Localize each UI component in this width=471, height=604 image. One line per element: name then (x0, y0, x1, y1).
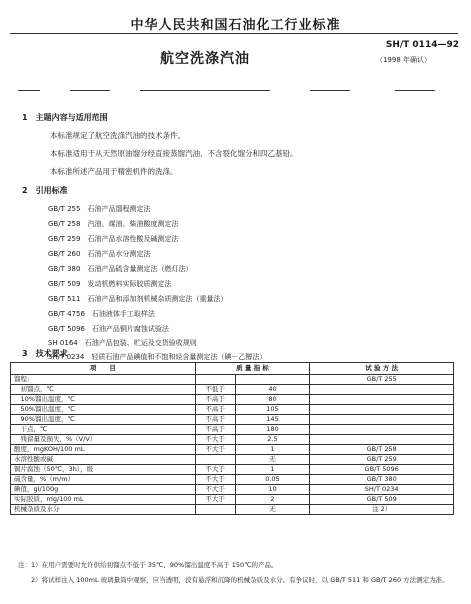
table-row (11, 405, 454, 415)
table-row (11, 415, 454, 425)
value-cell: 1 (235, 465, 310, 475)
condition-cell (195, 375, 235, 385)
method-cell: GB/T 259 (310, 455, 454, 465)
table-row (11, 475, 454, 485)
method-cell: GB/T 380 (310, 475, 454, 485)
reference-item: GB/T 5096 石油产品铜片腐蚀试验法 (48, 325, 169, 333)
value-cell: 180 (235, 425, 310, 435)
item-cell: 铜片腐蚀（50℃，3h），级 (11, 465, 196, 475)
method-cell (310, 405, 454, 415)
method-cell (310, 385, 454, 395)
value-cell: 145 (235, 415, 310, 425)
condition-cell: 不低于 (195, 385, 235, 395)
value-cell: 无 (235, 455, 310, 465)
method-cell: SH/T 0234 (310, 485, 454, 495)
item-cell: 初馏点，℃ (11, 385, 196, 395)
reference-item: GB/T 255 石油产品馏程测定法 (48, 205, 151, 213)
title-rule-1 (18, 90, 40, 91)
table-header-row (11, 363, 454, 375)
condition-cell: 不大于 (195, 495, 235, 505)
table-row (11, 455, 454, 465)
title-rule-3 (140, 90, 270, 91)
method-cell: GB/T 509 (310, 495, 454, 505)
item-cell: 硫含量，%（m/m） (11, 475, 196, 485)
header-test-method: 试 验 方 法 (310, 363, 454, 375)
value-cell: 2 (235, 495, 310, 505)
item-cell: 馏程： (11, 375, 196, 385)
condition-cell: 不大于 (195, 475, 235, 485)
table-row (11, 395, 454, 405)
condition-cell: 不高于 (195, 405, 235, 415)
value-cell: 2.5 (235, 435, 310, 445)
condition-cell: 不高于 (195, 395, 235, 405)
value-cell: 105 (235, 405, 310, 415)
header-quality-index: 质 量 指 标 (195, 363, 310, 375)
condition-cell: 不大于 (195, 465, 235, 475)
item-cell: 残留量及损失，%（V/V） (11, 435, 196, 445)
value-cell (235, 375, 310, 385)
item-cell: 机械杂质及水分 (11, 505, 196, 515)
method-cell: GB/T 5096 (310, 465, 454, 475)
value-cell: 40 (235, 385, 310, 395)
value-cell: 10 (235, 485, 310, 495)
table-row (11, 375, 454, 385)
item-cell: 酸度，mgKOH/100 mL (11, 445, 196, 455)
table-note-1: 注：1）在用户需要时允许供给初馏点不低于 35℃、90%馏出温度不高于 150℃的产品。 (18, 561, 278, 569)
method-cell (310, 425, 454, 435)
section2-heading: 2 引用标准 (22, 186, 68, 195)
reference-item: GB/T 258 汽油、煤油、柴油酸度测定法 (48, 220, 179, 228)
reference-item: GB/T 260 石油产品水分测定法 (48, 250, 151, 258)
method-cell: GB/T 258 (310, 445, 454, 455)
table-row (11, 465, 454, 475)
table-row (11, 385, 454, 395)
reference-item: SH 0164 石油产品包装、贮运及交货验收规则 (48, 339, 197, 347)
value-cell: 1 (235, 445, 310, 455)
value-cell: 无 (235, 505, 310, 515)
table-row (11, 495, 454, 505)
item-cell: 50%馏出温度，℃ (11, 405, 196, 415)
title-rule-2 (70, 90, 110, 91)
reference-item: GB/T 259 石油产品水溶性酸及碱测定法 (48, 235, 179, 243)
edition-note: （1998 年确认） (375, 56, 431, 64)
document-title: 航空洗涤汽油 (160, 51, 250, 67)
table-row (11, 435, 454, 445)
table-row (11, 445, 454, 455)
item-cell: 10%馏出温度，℃ (11, 395, 196, 405)
standard-number: SH/T 0114—92 (385, 40, 459, 50)
section1-para-3: 本标准所述产品用于精密机件的洗涤。 (50, 167, 178, 176)
reference-item: GB/T 511 石油产品和添加剂机械杂质测定法（重量法） (48, 295, 228, 303)
condition-cell: 不大于 (195, 435, 235, 445)
technical-requirements-table (10, 362, 454, 515)
item-cell: 90%馏出温度，℃ (11, 415, 196, 425)
reference-item: GB/T 509 发动机燃料实际胶质测定法 (48, 280, 172, 288)
reference-item: GB/T 4756 石油液体手工取样法 (48, 310, 155, 318)
table-row (11, 485, 454, 495)
table-note-2: 2）将试样注入 100mL 玻璃量筒中观察，应当透明，没有悬浮和沉降的机械杂质及水分。有争议时，以 GB/T 511 和 GB/T 260 方法测定为准。 (18, 576, 449, 584)
item-cell: 干点，℃ (11, 425, 196, 435)
section3-heading: 3 技术要求 (22, 349, 68, 358)
header-item: 项 目 (11, 363, 196, 375)
section1-para-1: 本标准规定了航空洗涤汽油的技术条件。 (50, 131, 185, 140)
section1-heading: 1 主题内容与适用范围 (22, 113, 108, 122)
condition-cell (195, 455, 235, 465)
title-rule-5 (395, 90, 435, 91)
method-cell (310, 395, 454, 405)
condition-cell: 不高于 (195, 415, 235, 425)
condition-cell: 不大于 (195, 485, 235, 495)
condition-cell: 不高于 (195, 425, 235, 435)
method-cell: 注 2） (310, 505, 454, 515)
condition-cell (195, 505, 235, 515)
value-cell: 0.05 (235, 475, 310, 485)
method-cell (310, 435, 454, 445)
reference-item: GB/T 380 石油产品硫含量测定法（燃灯法） (48, 265, 193, 273)
item-cell: 水溶性酸或碱 (11, 455, 196, 465)
value-cell: 80 (235, 395, 310, 405)
standard-org-header: 中华人民共和国石油化工行业标准 (130, 18, 341, 33)
condition-cell: 不大于 (195, 445, 235, 455)
item-cell: 碘值，gI/100g (11, 485, 196, 495)
table-row (11, 425, 454, 435)
header-rule (10, 33, 458, 34)
method-cell (310, 415, 454, 425)
reference-item: SH/T 0234 轻质石油产品碘值和不饱和烃含量测定法（碘－乙醇法） (48, 353, 267, 361)
table-row (11, 505, 454, 515)
method-cell: GB/T 255 (310, 375, 454, 385)
title-rule-4 (310, 90, 350, 91)
item-cell: 实际胶质，mg/100 mL (11, 495, 196, 505)
section1-para-2: 本标准适用于从天然原油馏分经直接蒸馏汽油、不含裂化馏分和四乙基铅。 (50, 149, 298, 158)
